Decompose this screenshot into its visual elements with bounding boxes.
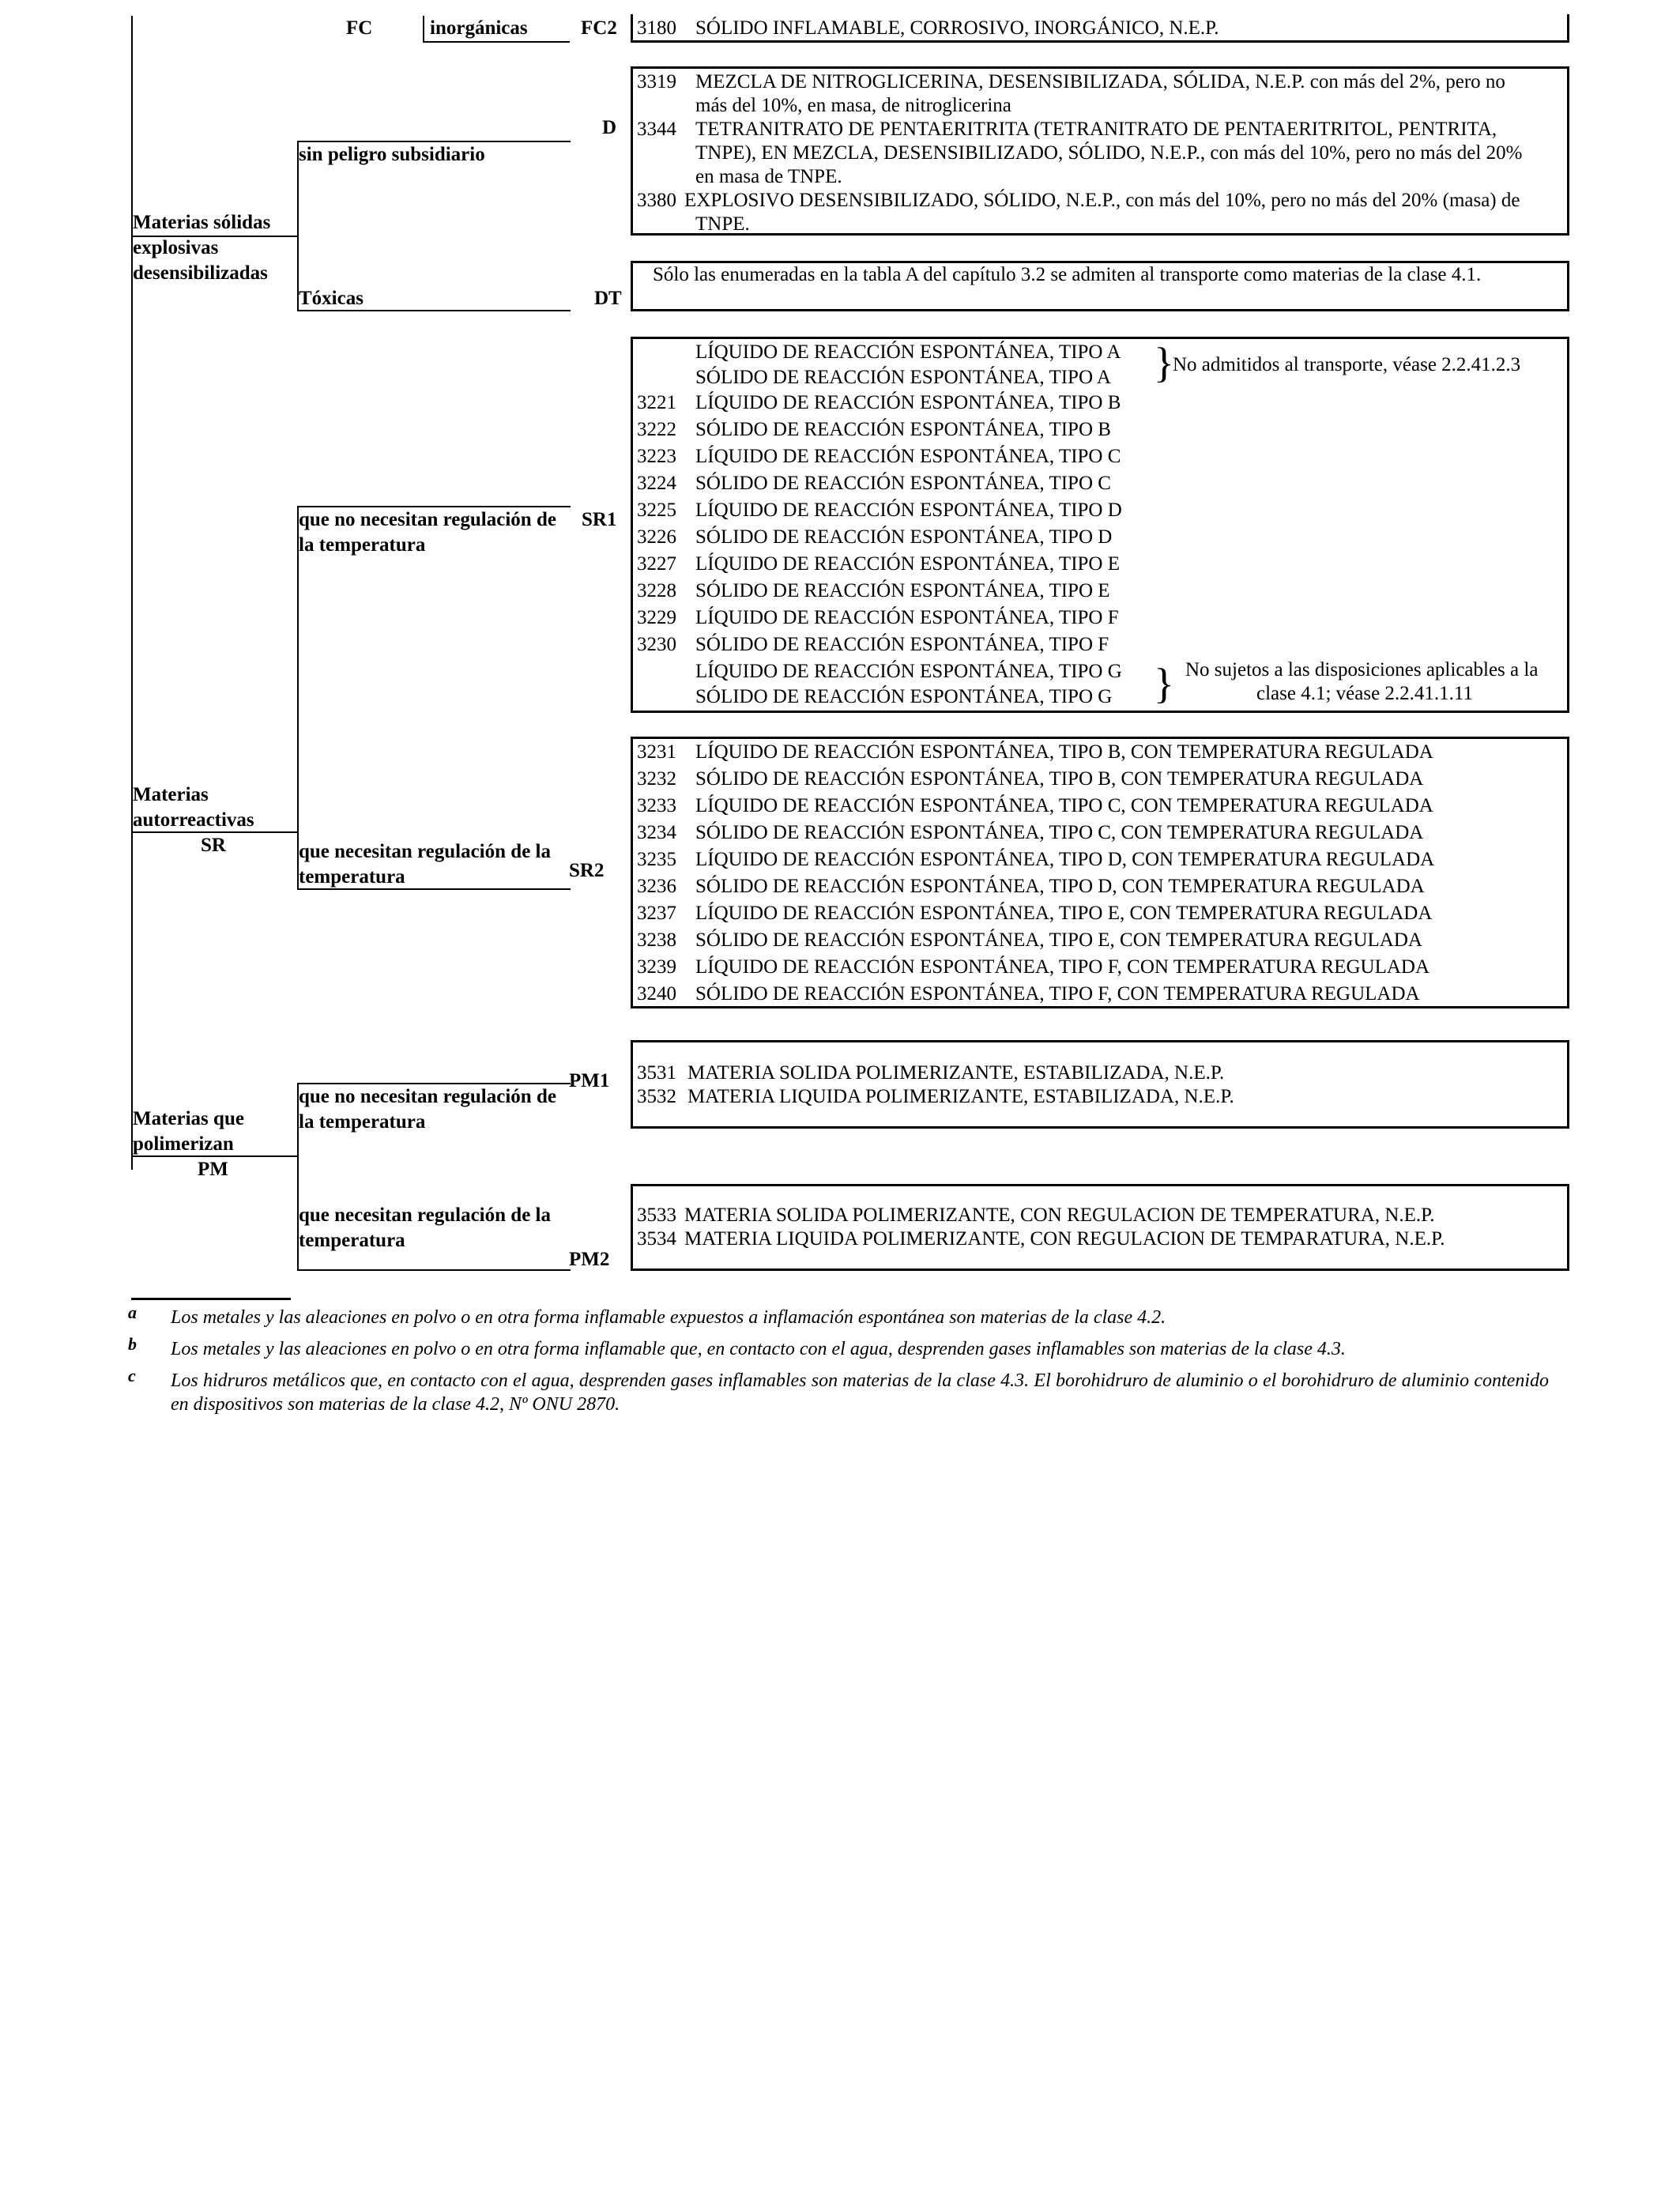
footnote-text: Los metales y las aleaciones en polvo o en otra forma inflamable expuestos a inflamación espontánea son materias de la clase 4.2. (171, 1307, 1166, 1328)
un-number: 3221 (637, 392, 676, 413)
sr2-row (637, 847, 1434, 873)
footnote-mark: b (128, 1334, 137, 1354)
substance-name: MATERIA SOLIDA POLIMERIZANTE, CON REGULACION DE TEMPERATURA, N.E.P. (684, 1204, 1435, 1226)
sr2-row (637, 820, 1423, 846)
sr1-note-top: No admitidos al transporte, véase 2.2.41.2.3 (1173, 354, 1521, 375)
substance-name: SÓLIDO DE REACCIÓN ESPONTÁNEA, TIPO B (695, 419, 1111, 440)
inorganicas-label: inorgánicas (430, 17, 528, 39)
un-number: 3238 (637, 929, 676, 951)
un-number: 3236 (637, 876, 676, 897)
substance-name: LÍQUIDO DE REACCIÓN ESPONTÁNEA, TIPO C, CON TEMPERATURA REGULADA (695, 795, 1433, 816)
brace-bottom: } (1154, 660, 1174, 707)
substance-name: LÍQUIDO DE REACCIÓN ESPONTÁNEA, TIPO B, CON TEMPERATURA REGULADA (695, 741, 1433, 763)
substance-name: MATERIA SOLIDA POLIMERIZANTE, ESTABILIZADA, N.E.P. (687, 1062, 1225, 1084)
un-number: 3229 (637, 607, 676, 628)
un-number: 3226 (637, 526, 676, 548)
sr2-row (637, 901, 1432, 926)
substance-name: SÓLIDO DE REACCIÓN ESPONTÁNEA, TIPO E, CON TEMPERATURA REGULADA (695, 929, 1422, 951)
sr-sub-trunk (297, 506, 299, 888)
fc-sub-line (423, 16, 424, 41)
d-row-3344-b: TNPE), EN MEZCLA, DESENSIBILIZADO, SÓLIDO, N.E.P., con más del 10%, pero no más del 20% (695, 142, 1523, 164)
sr2-row (637, 955, 1430, 980)
sr1-row (637, 444, 1121, 469)
sr2-row (637, 767, 1423, 792)
substance-name: LÍQUIDO DE REACCIÓN ESPONTÁNEA, TIPO D (695, 499, 1122, 521)
un-number: 3234 (637, 822, 676, 843)
sr1-note-bottom-1: No sujetos a las disposiciones aplicables a la (1185, 659, 1539, 680)
footnote-mark: c (128, 1366, 136, 1385)
un-number: 3533 (637, 1204, 676, 1226)
sr-temp-label: que necesitan regulación de la temperatura (299, 841, 551, 888)
inorganicas-underline (423, 41, 570, 43)
sr2-row (637, 740, 1433, 765)
substance-name: MATERIA LIQUIDA POLIMERIZANTE, CON REGULACION DE TEMPARATURA, N.E.P. (684, 1228, 1445, 1250)
un-number: 3228 (637, 580, 676, 601)
sr1-unnumbered-a-liquid: LÍQUIDO DE REACCIÓN ESPONTÁNEA, TIPO A (695, 341, 1121, 363)
pm2-branch-line (297, 1269, 571, 1271)
brace-top: } (1154, 339, 1174, 386)
substance-name: LÍQUIDO DE REACCIÓN ESPONTÁNEA, TIPO E (695, 553, 1121, 575)
substance-name: MATERIA LIQUIDA POLIMERIZANTE, ESTABILIZADA, N.E.P. (687, 1086, 1234, 1107)
sr2-row (637, 982, 1420, 1007)
substance-name: SÓLIDO DE REACCIÓN ESPONTÁNEA, TIPO F (695, 634, 1109, 655)
sin-peligro-label: sin peligro subsidiario (299, 144, 485, 165)
sr-code: SR (201, 835, 226, 856)
sr1-row (637, 471, 1111, 496)
code-fc2: FC2 (581, 17, 617, 39)
code-pm2: PM2 (569, 1249, 610, 1270)
un-number: 3230 (637, 634, 676, 655)
sr1-note-bottom-2: clase 4.1; véase 2.2.41.1.11 (1256, 683, 1473, 704)
sr1-row (637, 525, 1112, 550)
un-number: 3231 (637, 741, 676, 763)
substance-name: LÍQUIDO DE REACCIÓN ESPONTÁNEA, TIPO D, CON TEMPERATURA REGULADA (695, 849, 1435, 870)
selfreactive-category: Materias autorreactivas (133, 784, 254, 831)
code-dt: DT (594, 288, 622, 309)
un-number: 3531 (637, 1062, 676, 1084)
sr1-row (637, 498, 1122, 523)
substance-name: LÍQUIDO DE REACCIÓN ESPONTÁNEA, TIPO B (695, 392, 1121, 413)
pm-code: PM (198, 1159, 228, 1180)
d-row-3319-a: 3319 MEZCLA DE NITROGLICERINA, DESENSIBILIZADA, SÓLIDA, N.E.P. con más del 2%, pero no (637, 71, 1505, 92)
pm1-row (637, 1084, 1234, 1110)
d-row-3319-b: más del 10%, en masa, de nitroglicerina (695, 95, 1011, 116)
substance-name: SÓLIDO DE REACCIÓN ESPONTÁNEA, TIPO D (695, 526, 1113, 548)
un-number: 3240 (637, 983, 676, 1005)
fc-label: FC (346, 17, 373, 39)
footnote-rule (131, 1298, 291, 1300)
substance-name: LÍQUIDO DE REACCIÓN ESPONTÁNEA, TIPO E, CON TEMPERATURA REGULADA (695, 903, 1433, 924)
d-row-3380-b: TNPE. (695, 213, 750, 235)
un-number: 3237 (637, 903, 676, 924)
footnote-text: Los hidruros metálicos que, en contacto con el agua, desprenden gases inflamables son materias de la clase 4.3. El borohidruro de aluminio o el borohidruro de aluminio contenido en dispositivos son materias de la clase 4.2, Nº ONU 2870. (171, 1370, 1549, 1415)
sr1-unnumbered-a-solid: SÓLIDO DE REACCIÓN ESPONTÁNEA, TIPO A (695, 367, 1111, 388)
d-row-3344-c: en masa de TNPE. (695, 166, 842, 187)
polymerizing-category: Materias que polimerizan (133, 1108, 244, 1155)
desensitized-category: Materias sólidas explosivas desensibilizadas (133, 212, 271, 284)
fc2-row: 3180 SÓLIDO INFLAMABLE, CORROSIVO, INORGÁNICO, N.E.P. (637, 17, 1219, 39)
un-number: 3223 (637, 446, 676, 467)
code-sr1: SR1 (582, 509, 617, 530)
sr1-row (637, 552, 1120, 577)
dt-note: Sólo las enumeradas en la tabla A del capítulo 3.2 se admiten al transporte como materias de la clase 4.1. (653, 264, 1482, 285)
un-number: 3225 (637, 499, 676, 521)
sr1-row (637, 605, 1119, 631)
un-number: 3534 (637, 1228, 676, 1250)
sr1-row (637, 390, 1121, 416)
substance-name: SÓLIDO DE REACCIÓN ESPONTÁNEA, TIPO C (695, 473, 1111, 494)
substance-name: SÓLIDO DE REACCIÓN ESPONTÁNEA, TIPO F, CON TEMPERATURA REGULADA (695, 983, 1420, 1005)
substance-name: LÍQUIDO DE REACCIÓN ESPONTÁNEA, TIPO C (695, 446, 1121, 467)
un-number: 3222 (637, 419, 676, 440)
sr-no-temp-label: que no necesitan regulación de la temperatura (299, 509, 556, 556)
substance-name: SÓLIDO DE REACCIÓN ESPONTÁNEA, TIPO E (695, 580, 1110, 601)
un-number: 3532 (637, 1086, 676, 1107)
pm1-row (637, 1061, 1224, 1086)
d-row-3380-a: 3380 EXPLOSIVO DESENSIBILIZADO, SÓLIDO, N.E.P., con más del 10%, pero no más del 20% (masa) de (637, 190, 1520, 211)
sr1-row (637, 579, 1110, 604)
code-pm1: PM1 (569, 1070, 610, 1091)
sr1-row (637, 417, 1111, 443)
sr2-row (637, 928, 1422, 953)
un-number: 3239 (637, 956, 676, 978)
d-row-3344-a: 3344 TETRANITRATO DE PENTAERITRITA (TETRANITRATO DE PENTAERITRITOL, PENTRITA, (637, 119, 1497, 140)
footnote-text: Los metales y las aleaciones en polvo o en otra forma inflamable que, en contacto con el agua, desprenden gases inflamables son materias de la clase 4.3. (171, 1339, 1346, 1359)
pm2-row (637, 1203, 1435, 1228)
sr2-row (637, 794, 1433, 819)
pm-no-temp-label: que no necesitan regulación de la temperatura (299, 1086, 556, 1133)
pm2-row (637, 1227, 1445, 1252)
un-number: 3232 (637, 768, 676, 790)
pm-temp-label: que necesitan regulación de la temperatura (299, 1204, 551, 1251)
un-number: 3235 (637, 849, 676, 870)
code-d: D (602, 117, 617, 138)
un-number: 3227 (637, 553, 676, 575)
toxicas-label: Tóxicas (299, 288, 363, 309)
sr1-row (637, 632, 1109, 658)
code-sr2: SR2 (569, 860, 605, 881)
un-number: 3224 (637, 473, 676, 494)
substance-name: SÓLIDO DE REACCIÓN ESPONTÁNEA, TIPO C, CON TEMPERATURA REGULADA (695, 822, 1424, 843)
substance-name: SÓLIDO DE REACCIÓN ESPONTÁNEA, TIPO B, CON TEMPERATURA REGULADA (695, 768, 1424, 790)
sr1-unnumbered-g-solid: SÓLIDO DE REACCIÓN ESPONTÁNEA, TIPO G (695, 686, 1113, 707)
substance-name: SÓLIDO DE REACCIÓN ESPONTÁNEA, TIPO D, CON TEMPERATURA REGULADA (695, 876, 1425, 897)
un-number: 3233 (637, 795, 676, 816)
main-trunk-line (131, 16, 133, 1170)
footnote-mark: a (128, 1302, 137, 1322)
sr2-row (637, 874, 1425, 899)
sr1-unnumbered-g-liquid: LÍQUIDO DE REACCIÓN ESPONTÁNEA, TIPO G (695, 661, 1122, 682)
substance-name: LÍQUIDO DE REACCIÓN ESPONTÁNEA, TIPO F (695, 607, 1119, 628)
substance-name: LÍQUIDO DE REACCIÓN ESPONTÁNEA, TIPO F, CON TEMPERATURA REGULADA (695, 956, 1430, 978)
